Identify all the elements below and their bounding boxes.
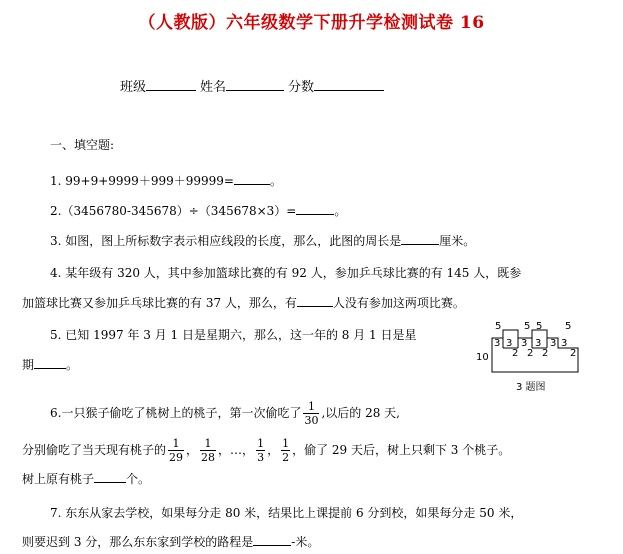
fraction-1-29: $\frac{1}{29}$ [169,437,184,464]
q1-answer-blank[interactable] [234,173,270,185]
q3-answer-blank[interactable] [401,233,439,245]
q2-end: 。 [334,204,347,218]
ellipsis: … [230,443,243,457]
q7-text-a: 则要迟到 3 分，那么东东家到学校的路程是 [22,535,254,549]
q5-text-b: 。 [66,358,79,372]
separator: ， [218,443,231,457]
staircase-figure [472,320,587,395]
question-1 [50,172,282,189]
question-4-line-1: 4. 某年级有 320 人，其中参加篮球比赛的有 92 人，参加乒乓球比赛的有 145 人，既参 [50,266,522,280]
question-5-line-1: 5. 已知 1997 年 3 月 1 日是星期六，那么，这一年的 8 月 1 日是星 [50,328,417,342]
fraction-1-28: $\frac{1}{28}$ [201,437,216,464]
q2-answer-blank[interactable] [296,203,334,215]
figure-label-mid: 3 [521,338,528,349]
figure-label-left: 10 [476,352,489,363]
q2-text: 2.（3456780-345678）÷（345678×3）= [50,204,297,218]
name-label: 姓名 [200,80,227,95]
question-7-line-2 [22,533,319,550]
question-6-line-2 [22,437,510,464]
class-blank[interactable] [146,77,196,91]
question-4-line-2 [22,294,465,311]
figure-label-bottom: 2 [542,348,549,359]
question-6-line-3 [22,470,150,487]
class-label: 班级 [120,80,147,95]
q6-answer-blank[interactable] [94,471,126,483]
student-info-row [120,76,388,95]
question-7-line-1: 7. 东东从家去学校，如果每分走 80 米，结果比上课提前 6 分到校，如果每分走 50 米， [50,506,523,520]
q3-end: 厘米。 [439,234,476,248]
separator: ， [267,443,280,457]
question-2 [50,202,346,219]
q6-text-f: 个。 [126,472,151,486]
question-5-line-2 [22,356,78,373]
separator: ， [186,443,199,457]
question-6-line-1 [50,400,400,427]
page-title: （人教版）六年级数学下册升学检测试卷 16 [138,13,485,33]
q6-text-b: ,以后的 28 天, [321,406,400,420]
figure-shape [492,330,578,372]
q3-text: 3. 如图，图上所标数字表示相应线段的长度，那么，此图的周长是 [50,234,402,248]
figure-label-mid: 3 [550,338,557,349]
q4-text-b: 人没有参加这两项比赛。 [332,296,465,310]
figure-label-mid: 3 [494,338,501,349]
figure-label-bottom: 2 [570,348,577,359]
q7-answer-blank[interactable] [253,534,291,546]
q4-answer-blank[interactable] [297,295,333,307]
section-heading: 一、填空题: [50,138,115,152]
name-blank[interactable] [226,77,284,91]
q5-answer-blank[interactable] [34,357,66,369]
q6-text-a: 6.一只猴子偷吃了桃树上的桃子，第一次偷吃了 [50,406,302,420]
q4-text-a: 加篮球比赛又参加乒乓球比赛的有 37 人，那么，有 [22,296,297,310]
q6-text-e: 树上原有桃子 [22,472,95,486]
score-label: 分数 [288,80,315,95]
figure-label-top: 5 [524,321,531,332]
question-3 [50,232,475,249]
q7-text-b: -米。 [291,535,320,549]
fraction-1-30: $\frac{1}{30}$ [304,400,319,427]
figure-caption: 3 题图 [516,382,546,393]
q1-text: 1. 99+9+9999＋999＋99999= [50,174,234,188]
figure-label-top: 5 [495,321,502,332]
figure-label-mid: 3 [561,338,568,349]
q6-text-c: 分别偷吃了当天现有桃子的 [22,443,167,457]
figure-label-mid: 3 [506,338,513,349]
q6-text-d: ，偷了 29 天后，树上只剩下 3 个桃子。 [292,443,511,457]
q5-text-a: 期 [22,358,35,372]
fraction-1-2: $\frac{1}{2}$ [282,437,290,464]
q1-end: 。 [269,174,282,188]
figure-label-bottom: 2 [512,348,519,359]
figure-label-top: 5 [565,321,572,332]
score-blank[interactable] [314,77,384,91]
fraction-1-3: $\frac{1}{3}$ [257,437,265,464]
figure-label-bottom: 2 [527,348,534,359]
figure-label-top: 5 [536,321,543,332]
separator: ， [242,443,255,457]
figure-label-mid: 3 [535,338,542,349]
